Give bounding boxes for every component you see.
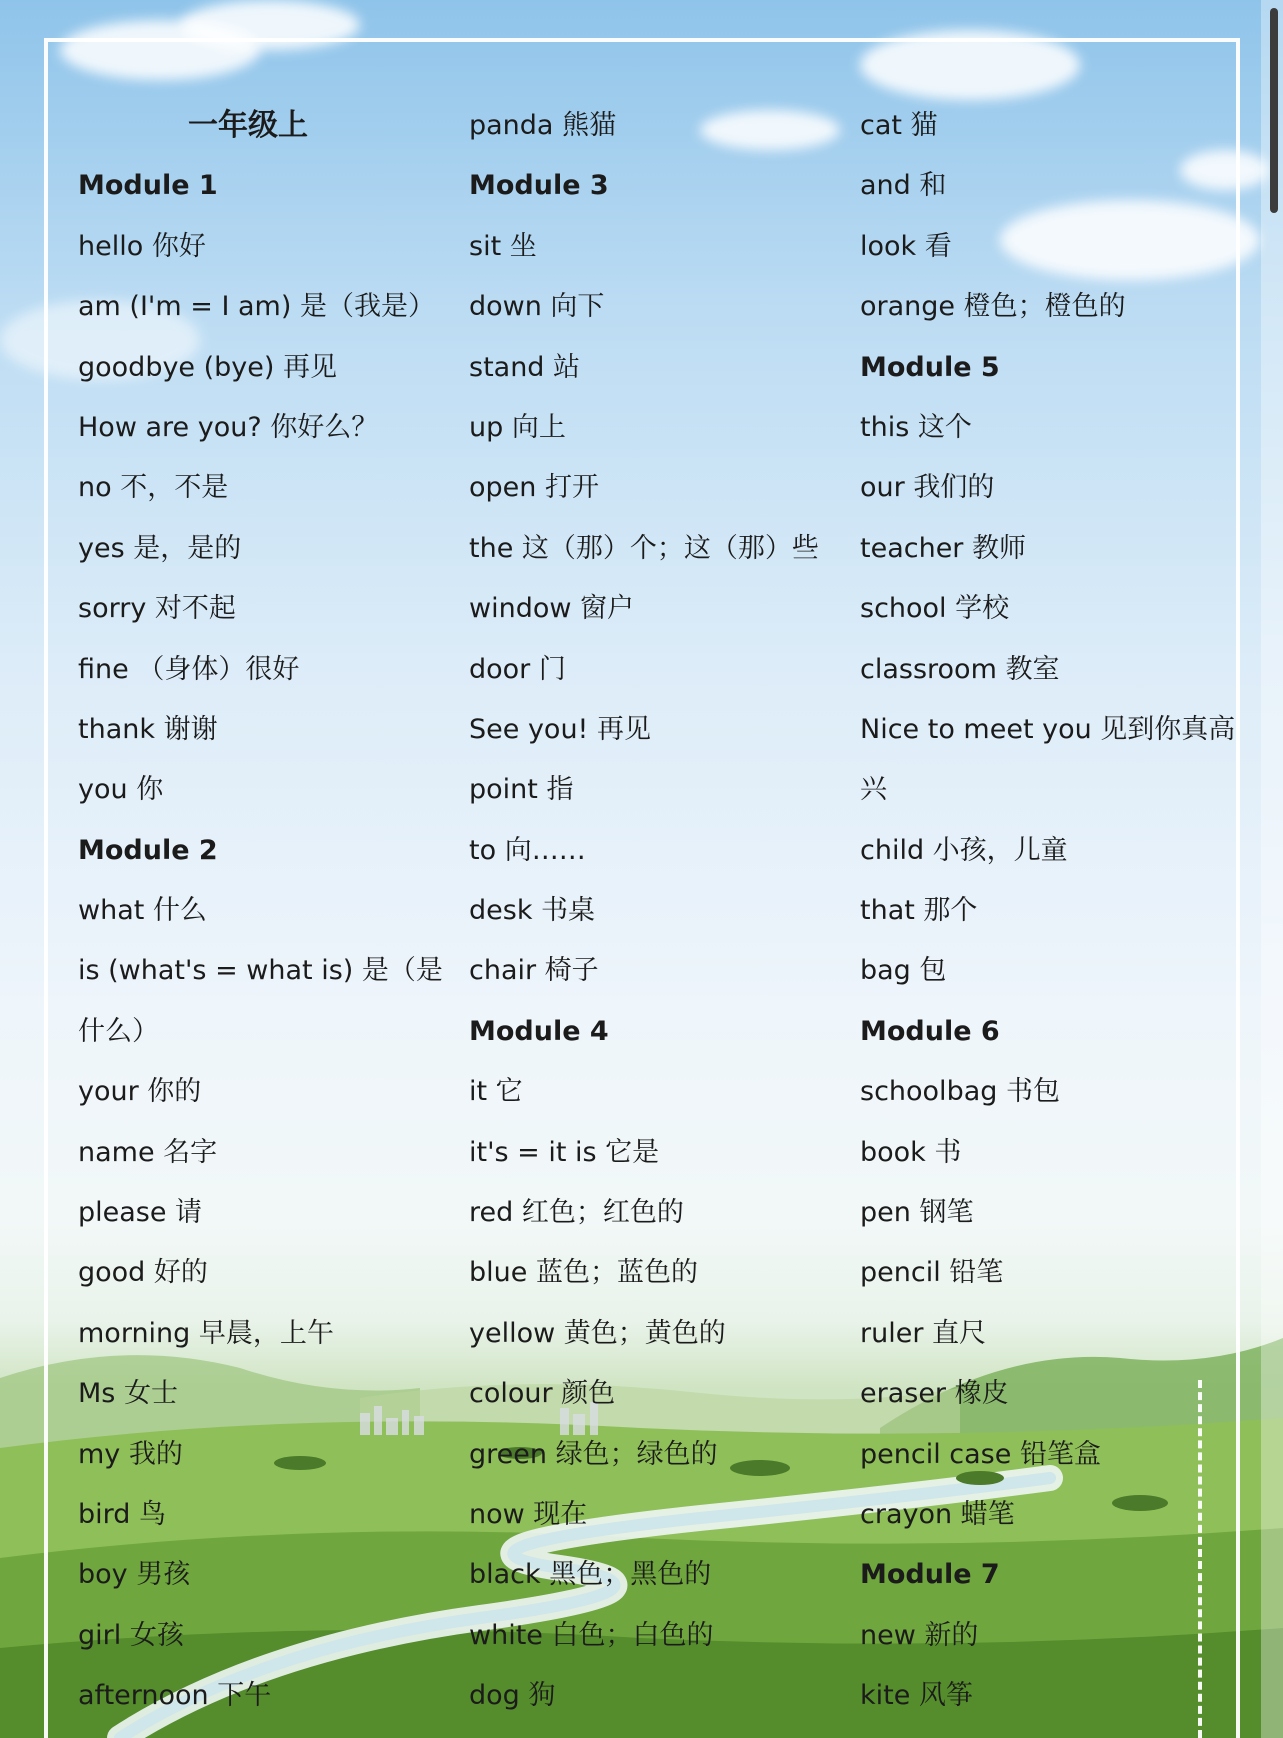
vocab-entry: crayon 蜡笔: [860, 1498, 1015, 1530]
vocab-entry: Ms 女士: [78, 1378, 178, 1410]
vocab-entry: school 学校: [860, 593, 1010, 625]
vocab-entry: How are you? 你好么？: [78, 411, 379, 443]
vocab-entry: no 不，不是: [78, 472, 229, 504]
vocab-entry: white 白色；白色的: [469, 1619, 714, 1651]
vocab-entry: hello 你好: [78, 230, 206, 262]
module-heading: Module 4: [469, 1015, 609, 1047]
vocab-entry: is (what's = what is) 是（是: [78, 955, 443, 987]
vocab-entry: up 向上: [469, 411, 566, 443]
vocab-entry: sit 坐: [469, 230, 537, 262]
vocab-entry: afternoon 下午: [78, 1680, 272, 1712]
vocab-entry: 什么）: [78, 1015, 159, 1047]
vocab-entry: your 你的: [78, 1076, 202, 1108]
vocab-entry: panda 熊猫: [469, 110, 617, 141]
vocab-entry: please 请: [78, 1197, 203, 1229]
module-heading: Module 7: [860, 1559, 1000, 1591]
vocab-entry: this 这个: [860, 411, 972, 443]
vocab-entry: the 这（那）个；这（那）些: [469, 532, 819, 564]
vocab-entry: yellow 黄色；黄色的: [469, 1317, 726, 1349]
vocab-entry: down 向下: [469, 291, 605, 323]
vocab-entry: kite 风筝: [860, 1680, 973, 1712]
vocab-column-3: [860, 96, 1235, 1727]
vocab-entry: eraser 橡皮: [860, 1378, 1009, 1410]
vocab-entry: point 指: [469, 774, 574, 806]
vocab-entry: it 它: [469, 1076, 523, 1108]
vocab-entry: bird 鸟: [78, 1498, 166, 1530]
module-heading: Module 6: [860, 1015, 1000, 1047]
vocab-entry: classroom 教室: [860, 653, 1060, 685]
vocab-entry: you 你: [78, 774, 164, 806]
vocab-entry: green 绿色；绿色的: [469, 1438, 718, 1470]
scrollbar[interactable]: [1261, 0, 1283, 1738]
vocab-entry: pencil 铅笔: [860, 1257, 1004, 1289]
vocab-entry: that 那个: [860, 895, 978, 927]
vocab-entry: girl 女孩: [78, 1619, 184, 1651]
module-heading: Module 1: [78, 170, 218, 202]
vocab-entry: window 窗户: [469, 593, 635, 625]
vocab-entry: our 我们的: [860, 472, 995, 504]
vocab-entry: red 红色；红色的: [469, 1197, 684, 1229]
scrollbar-thumb[interactable]: [1270, 8, 1278, 213]
vocab-entry: new 新的: [860, 1619, 979, 1651]
vocab-entry: blue 蓝色；蓝色的: [469, 1257, 698, 1289]
vocab-entry: and 和: [860, 170, 947, 202]
vocab-entry: child 小孩，儿童: [860, 834, 1068, 866]
vocab-entry: yes 是，是的: [78, 532, 242, 564]
vocab-entry: it's = it is 它是: [469, 1136, 660, 1168]
vocab-entry: black 黑色；黑色的: [469, 1559, 712, 1591]
vocab-entry: name 名字: [78, 1136, 218, 1168]
module-heading: Module 3: [469, 170, 609, 202]
vocab-entry: stand 站: [469, 351, 581, 383]
vocab-entry: good 好的: [78, 1257, 208, 1289]
vocab-entry: pencil case 铅笔盒: [860, 1438, 1101, 1470]
vocab-entry: now 现在: [469, 1498, 588, 1530]
vocab-column-2: [469, 96, 819, 1727]
grade-title: 一年级上: [188, 108, 308, 143]
vocab-entry: sorry 对不起: [78, 593, 236, 625]
vocab-entry: teacher 教师: [860, 532, 1026, 564]
module-heading: Module 2: [78, 834, 218, 866]
vocab-entry: fine （身体）很好: [78, 653, 300, 685]
vocab-entry: cat 猫: [860, 110, 938, 141]
vocab-entry: morning 早晨，上午: [78, 1317, 334, 1349]
vocab-entry: what 什么: [78, 895, 207, 927]
vocab-entry: chair 椅子: [469, 955, 599, 987]
vocab-entry: orange 橙色；橙色的: [860, 291, 1126, 323]
vocab-entry: goodbye (bye) 再见: [78, 351, 338, 383]
vocab-entry: book 书: [860, 1136, 962, 1168]
vocab-entry: door 门: [469, 653, 566, 685]
module-heading: Module 5: [860, 351, 1000, 383]
vocab-entry: look 看: [860, 230, 952, 262]
vocab-entry: dog 狗: [469, 1680, 556, 1712]
vocab-entry: my 我的: [78, 1438, 183, 1470]
vocab-entry: See you! 再见: [469, 713, 651, 745]
vocab-column-1: [78, 96, 443, 1727]
vocab-entry: colour 颜色: [469, 1378, 616, 1410]
vocab-entry: pen 钢笔: [860, 1197, 974, 1229]
vocab-entry: boy 男孩: [78, 1559, 191, 1591]
vocab-entry: schoolbag 书包: [860, 1076, 1060, 1108]
vocab-entry: Nice to meet you 见到你真高: [860, 713, 1236, 745]
vocab-entry: ruler 直尺: [860, 1317, 987, 1349]
vocab-entry: open 打开: [469, 472, 599, 504]
vocab-entry: am (I'm = I am) 是（我是）: [78, 291, 435, 323]
vocab-entry: desk 书桌: [469, 895, 596, 927]
vocab-entry: 兴: [860, 774, 887, 806]
vocab-entry: to 向……: [469, 834, 586, 866]
vocab-entry: bag 包: [860, 955, 947, 987]
vocab-entry: thank 谢谢: [78, 713, 218, 745]
